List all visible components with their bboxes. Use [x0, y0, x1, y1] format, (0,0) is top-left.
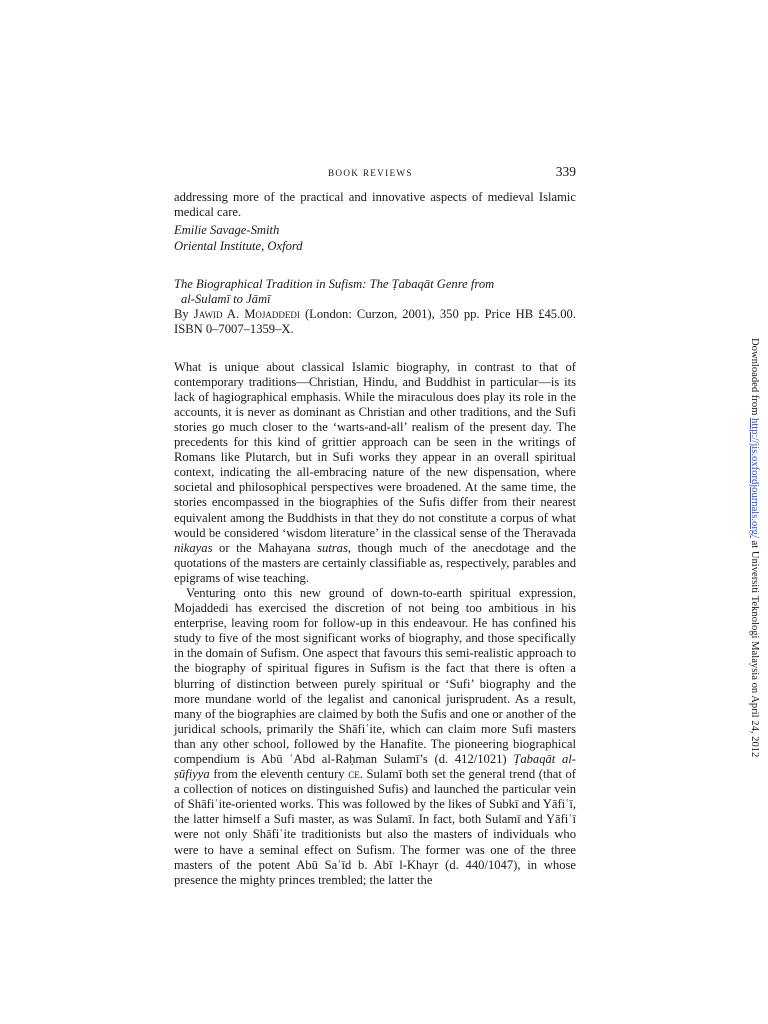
previous-review-ending: addressing more of the practical and innovative aspects of medieval Islamic medical care.	[174, 190, 576, 220]
book-subtitle: al-Sulamī to Jāmī	[181, 292, 271, 307]
book-author: Jawid A. Mojaddedi	[193, 307, 300, 322]
publication-info: (London: Curzon, 2001), 350 pp. Price HB £45.00. ISBN 0–7007–1359–X.	[174, 307, 576, 337]
book-title: The Biographical Tradition in Sufism: The Ṭabaqāt Genre from	[174, 277, 495, 292]
article-page	[174, 164, 576, 888]
book-publication-details	[174, 307, 576, 337]
download-watermark	[746, 338, 762, 838]
reviewer-signature	[174, 222, 576, 254]
download-suffix: at Universiti Teknologi Malaysia on April 24, 2012	[749, 537, 760, 758]
page-number: 339	[555, 164, 576, 179]
download-prefix: Downloaded from	[749, 338, 760, 419]
era-ce: ce	[348, 767, 360, 782]
term-sutras: sutras	[317, 540, 348, 555]
review-body	[174, 360, 576, 888]
book-citation	[174, 277, 576, 337]
term-nikayas: nikayas	[174, 540, 213, 555]
download-link[interactable]: http://jis.oxfordjournals.org/	[749, 418, 760, 538]
review-paragraph-1: What is unique about classical Islamic biography, in contrast to that of contemporary traditions—Christian, Hindu, and Buddhist in particular—is its lack of hagiographical emphasis. While the miraculous does play its role in the accounts, it is never as dominant as Christian and other traditions, and the Sufi stories go much closer to the ‘warts-and-all’ realism of the present day. The precedents for this kind of grittier approach can be seen in the writings of Romans like Plutarch, but in Sufi works they appear in an overall spiritual context, indicating the all-embracing nature of the new dispensation, where societal and philosophical perspectives were broadened. At the same time, the stories encompassed in the biographies of the Sufis differ from their nearest equivalent among the Buddhists in that they do not constitute a corpus of what would be considered ‘wisdom literature’ in the classical sense of the Theravada nikayas or the Mahayana sutras, though much of the anecdotage and the quotations of the masters are certainly classifiable as, respectively, parables and epigrams of wise teaching.	[174, 359, 576, 585]
by-label: By	[174, 307, 189, 322]
running-title: BOOK REVIEWS	[328, 168, 413, 178]
running-header	[174, 164, 576, 186]
reviewer-affiliation: Oriental Institute, Oxford	[174, 239, 303, 254]
reviewer-name: Emilie Savage-Smith	[174, 223, 280, 238]
work-title-tabaqat: Ṭabaqāt al-ṣūfiyya	[174, 752, 576, 782]
review-paragraph-2: Venturing onto this new ground of down-to-earth spiritual expression, Mojaddedi has exercised the discretion of not being too ambitious in his enterprise, leaving room for follow-up in this endeavour. He has confined his study to five of the most significant works of biography, and those specifically in the domain of Sufism. One aspect that favours this semi-realistic approach to the biography of spiritual figures in Sufism is the fact that there is often a blurring of distinction between purely spiritual or ‘Sufi’ biography and the more mundane world of the legalist and canonical jurisprudent. As a result, many of the biographies are claimed by both the Sufis and one or another of the juridical schools, primarily the Shāfiʿite, which can claim more Sufi masters than any other school, followed by the Hanafite. The pioneering biographical compendium is Abū ʿAbd al-Raḥman Sulamī’s (d. 412/1021) Ṭabaqāt al-ṣūfiyya from the eleventh century ce. Sulamī both set the general trend (that of a collection of notices on distinguished Sufis) and launched the particular vein of Shāfiʿite-oriented works. This was followed by the likes of Subkī and Yāfiʿī, the latter himself a Sufi master, as was Sulamī. In fact, both Sulamī and Yāfiʿī were not only Shāfiʿite traditionists but also the masters of individuals who were to have a seminal effect on Sufism. The former was one of the three masters of the potent Abū Saʿīd b. Abī l-Khayr (d. 440/1047), in whose presence the mighty princes trembled; the latter the	[174, 585, 577, 887]
